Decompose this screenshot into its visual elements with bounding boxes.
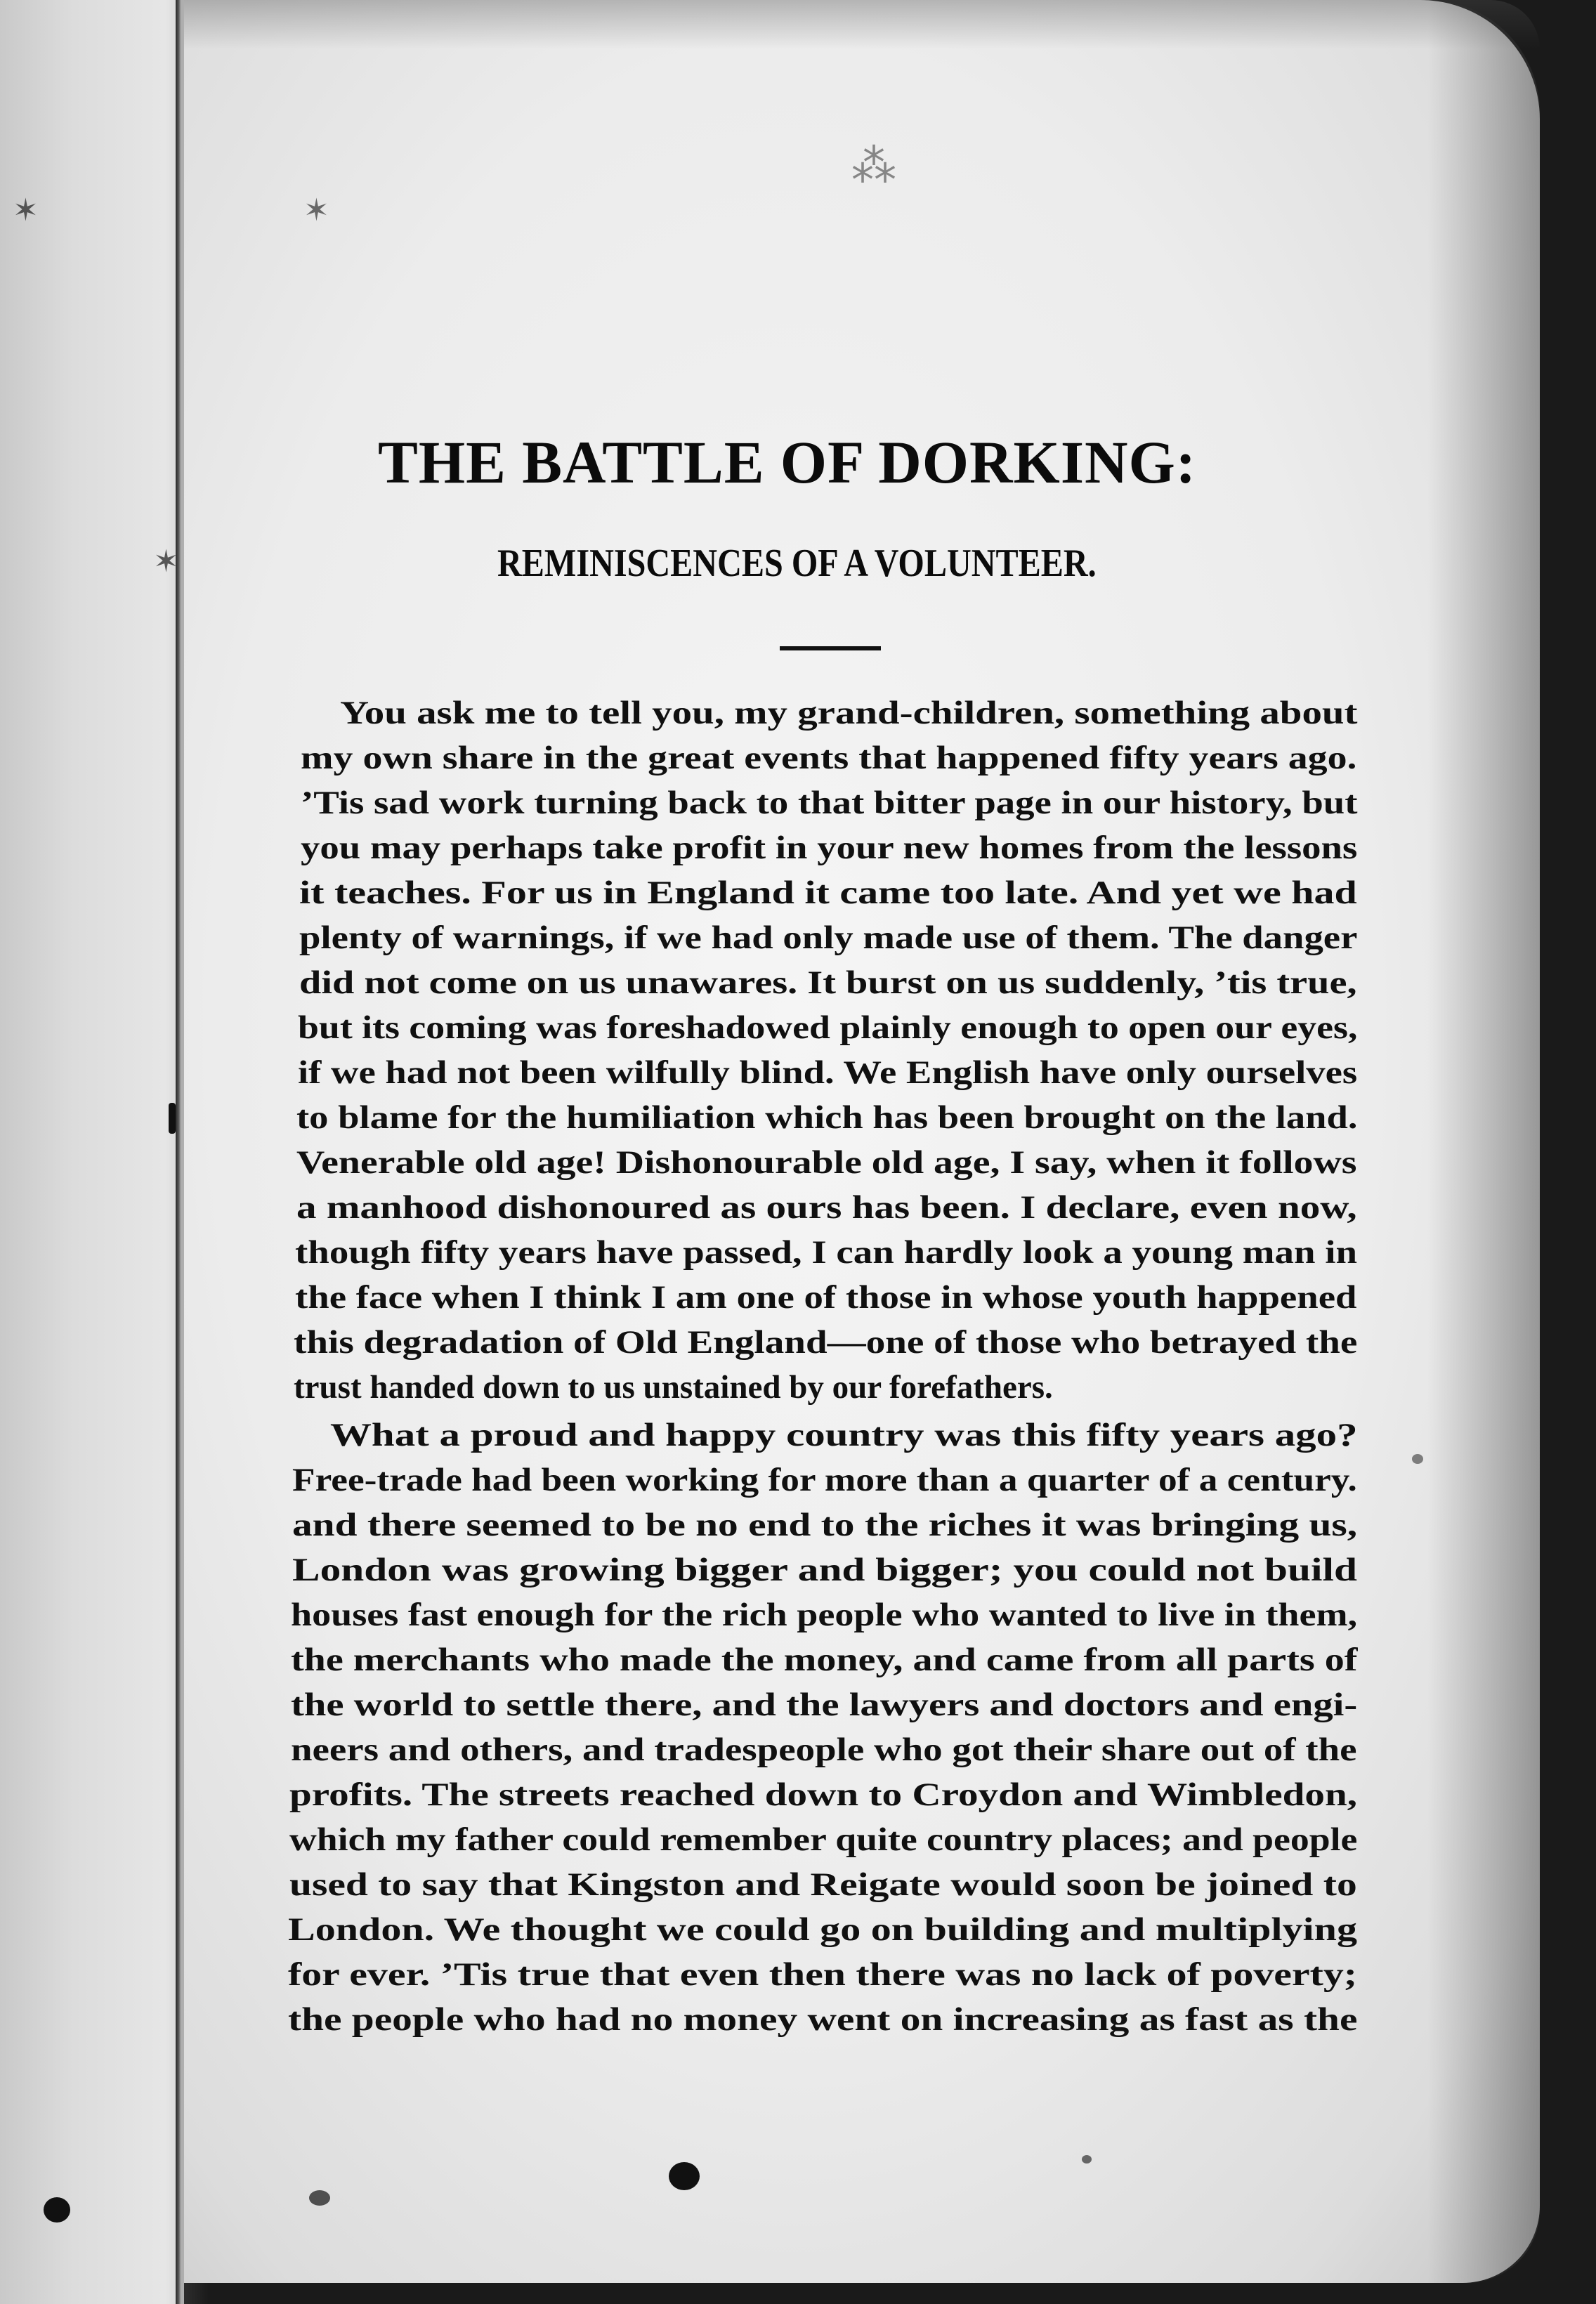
ornament-smudge: ✶ [153, 544, 179, 580]
text-line: this degradation of Old England—one of those who betrayed the [294, 1324, 1358, 1361]
facing-page-edge [0, 0, 184, 2304]
ornament-smudge: ⁂ [851, 140, 896, 192]
text-line: the face when I think I am one of those in whose youth happened [295, 1279, 1357, 1316]
text-line: the merchants who made the money, and came from all parts of [291, 1642, 1358, 1678]
page-subtitle: REMINISCENCES OF A VOLUNTEER. [497, 542, 1097, 585]
page-top-shadow [184, 0, 1540, 49]
text-line: which my father could remember quite country places; and people [289, 1821, 1358, 1858]
ink-blot [669, 2162, 700, 2190]
text-line: Free-trade had been working for more than a quarter of a century. [292, 1462, 1357, 1498]
text-line: plenty of warnings, if we had only made use of them. The danger [299, 919, 1358, 956]
text-line: did not come on us unawares. It burst on us suddenly, ’tis true, [299, 964, 1357, 1001]
text-line: to blame for the humiliation which has been brought on the land. [296, 1099, 1358, 1136]
text-line: What a proud and happy country was this fifty years ago? [330, 1417, 1358, 1453]
text-line: and there seemed to be no end to the riches it was bringing us, [292, 1507, 1358, 1543]
text-line: You ask me to tell you, my grand-children, something about [340, 695, 1358, 731]
text-line: though fifty years have passed, I can hardly look a young man in [295, 1234, 1358, 1271]
ornament-smudge: ✶ [13, 192, 39, 228]
text-line: it teaches. For us in England it came too late. And yet we had [299, 875, 1357, 911]
text-line: the world to settle there, and the lawyers and doctors and engi- [291, 1687, 1358, 1723]
text-line: ’Tis sad work turning back to that bitter page in our history, but [301, 785, 1358, 821]
text-line: London. We thought we could go on building and multiplying [288, 1911, 1358, 1948]
text-line: houses fast enough for the rich people who wanted to live in them, [291, 1597, 1358, 1633]
ink-blot [1082, 2155, 1092, 2164]
text-line: London was growing bigger and bigger; you could not build [292, 1552, 1357, 1588]
text-line: but its coming was foreshadowed plainly enough to open our eyes, [298, 1009, 1358, 1046]
text-line: for ever. ’Tis true that even then there was no lack of poverty; [288, 1956, 1358, 1993]
ink-blot [169, 1103, 176, 1134]
text-line: my own share in the great events that happened fifty years ago. [301, 740, 1357, 776]
binding-gutter [176, 0, 181, 2304]
page-title: THE BATTLE OF DORKING: [378, 428, 1197, 496]
ink-blot [1412, 1454, 1423, 1464]
page-edge-shadow [1427, 0, 1540, 2283]
text-line: Venerable old age! Dishonourable old age, I say, when it follows [296, 1144, 1357, 1181]
title-rule [780, 646, 881, 650]
ornament-smudge: ✶ [303, 192, 329, 228]
text-line: profits. The streets reached down to Croydon and Wimbledon, [289, 1776, 1358, 1813]
text-line: the people who had no money went on increasing as fast as the [288, 2001, 1358, 2038]
ink-blot [44, 2197, 70, 2223]
ink-blot [309, 2190, 330, 2206]
text-line: if we had not been wilfully blind. We English have only ourselves [298, 1054, 1358, 1091]
text-line: trust handed down to us unstained by our forefathers. [294, 1369, 1053, 1406]
text-line: you may perhaps take profit in your new homes from the lessons [301, 830, 1358, 866]
text-line: neers and others, and tradespeople who got their share out of the [291, 1732, 1357, 1768]
text-line: used to say that Kingston and Reigate would soon be joined to [289, 1866, 1357, 1903]
text-line: a manhood dishonoured as ours has been. I declare, even now, [296, 1189, 1357, 1226]
